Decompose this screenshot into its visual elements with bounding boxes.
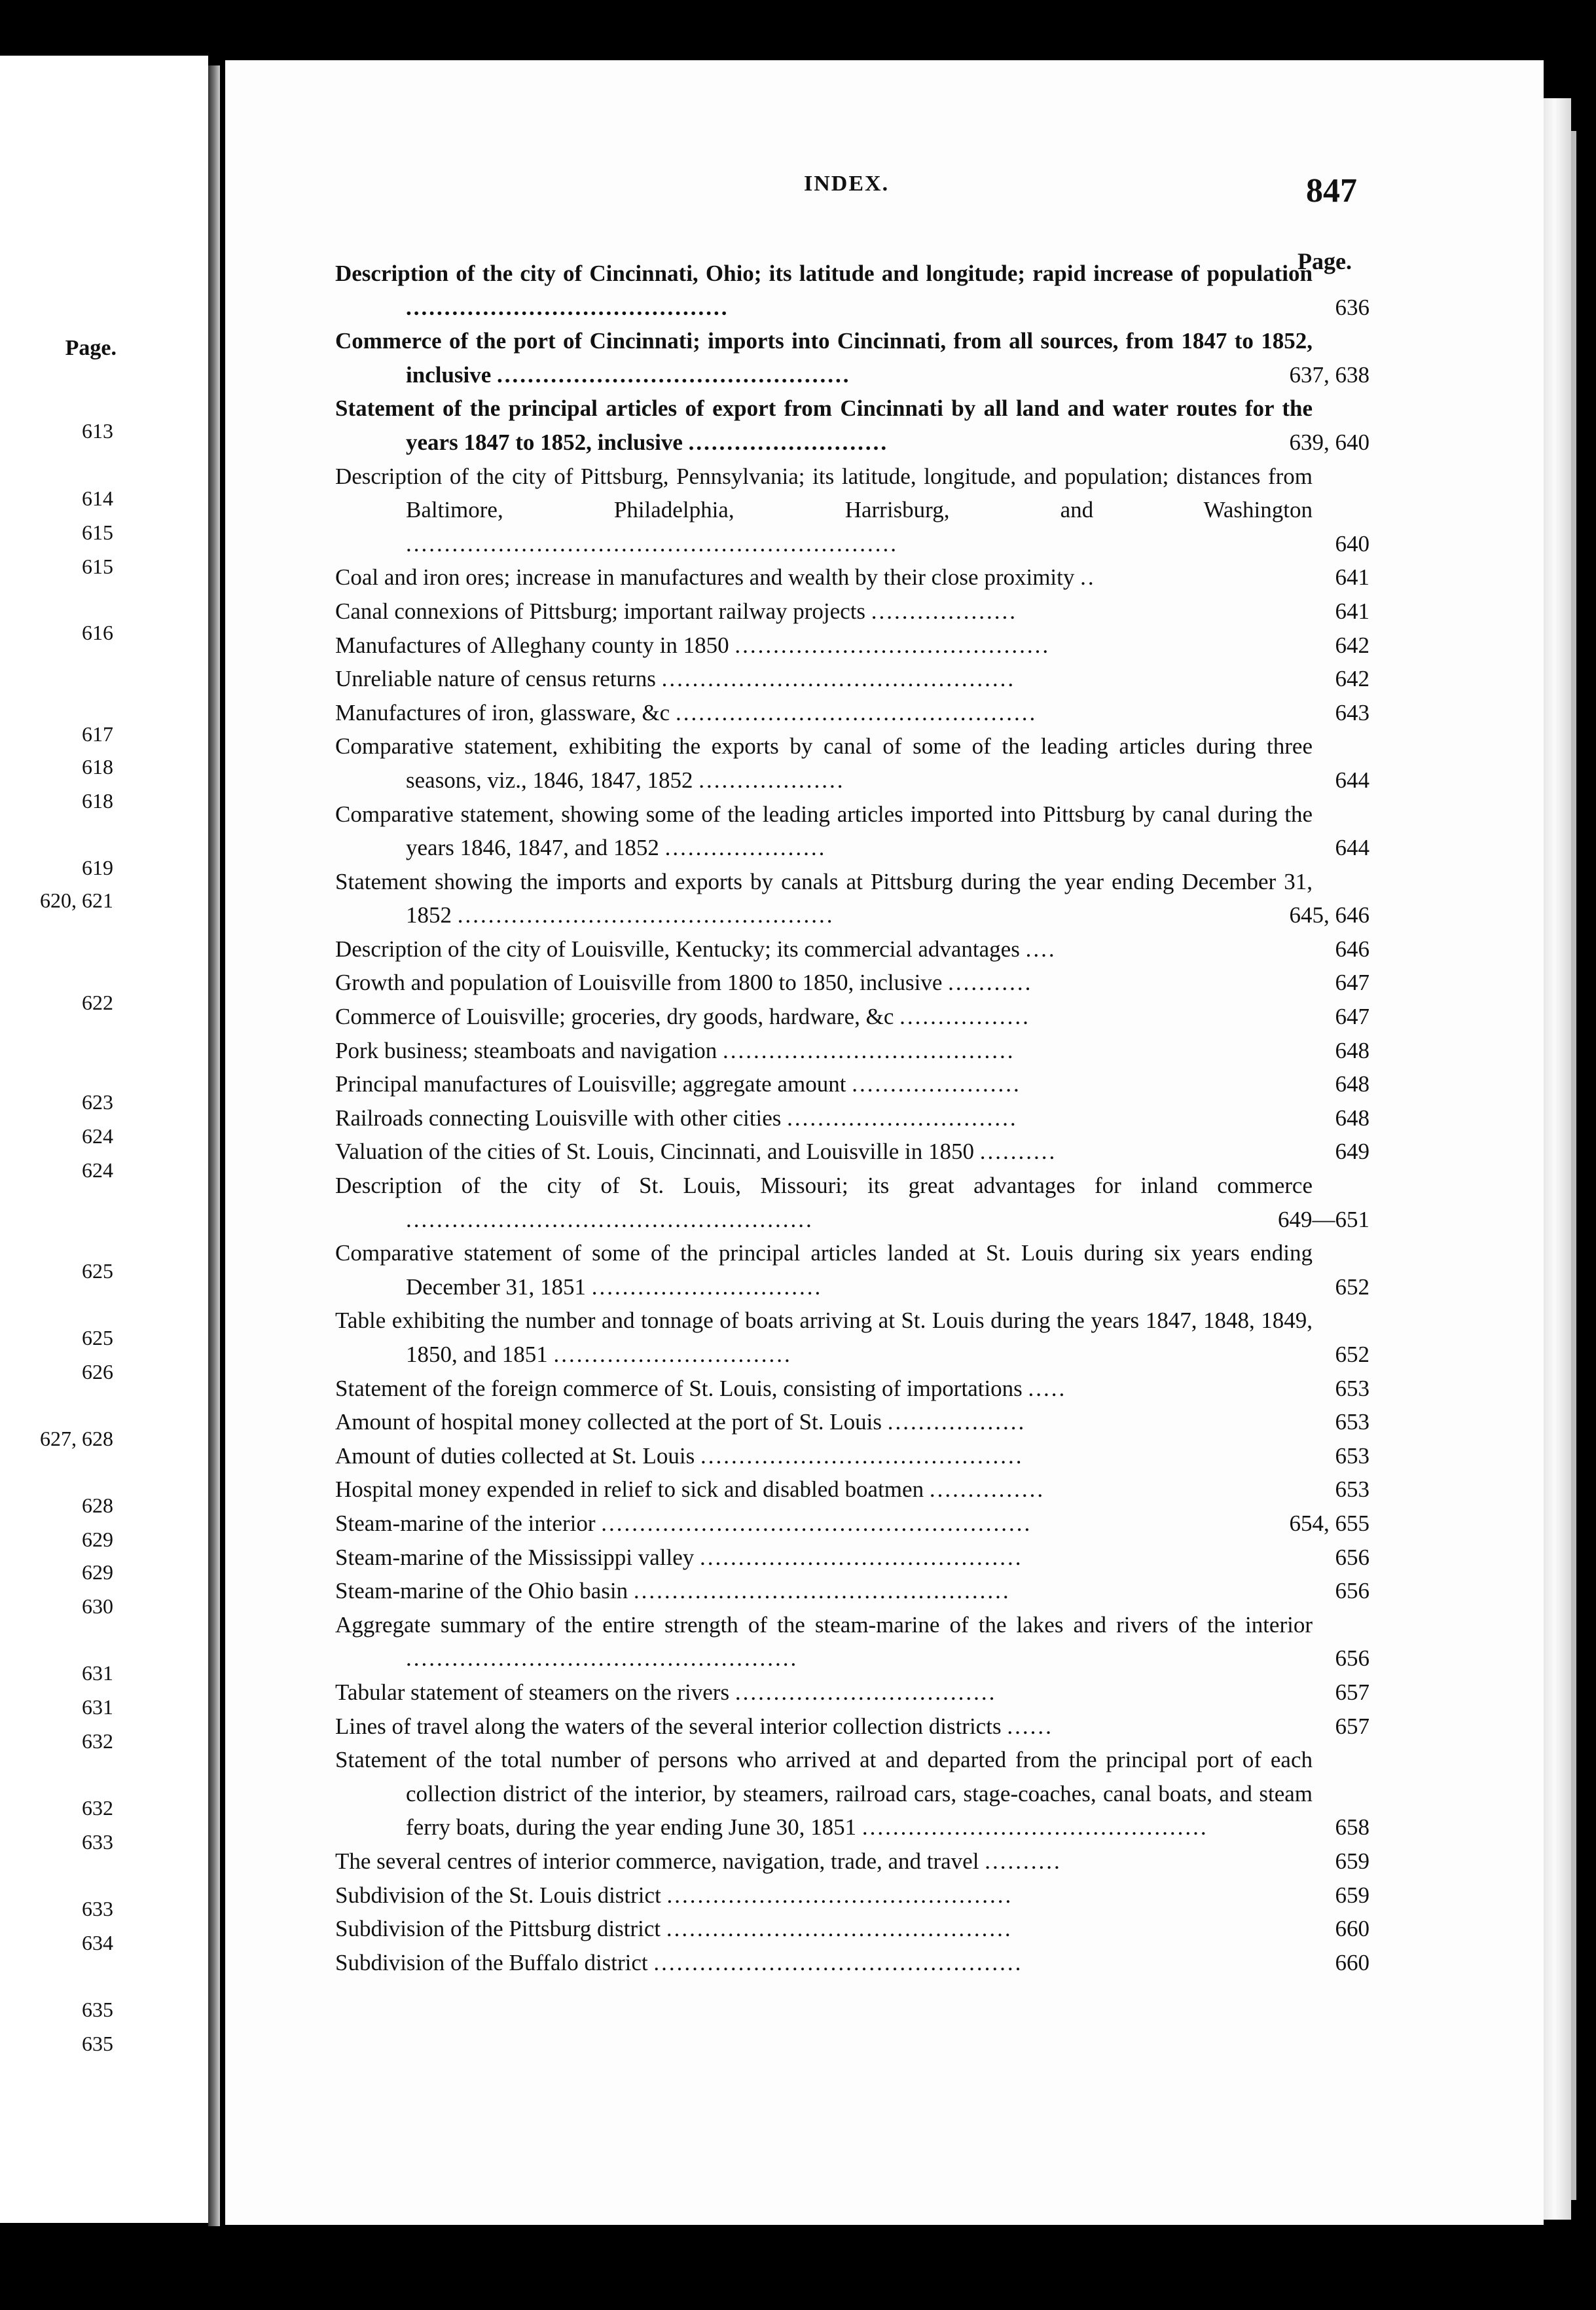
index-entry <box>335 1067 1369 1101</box>
leader-dots: ..................... <box>664 835 827 861</box>
index-entry-page: 639, 640 <box>1289 429 1369 455</box>
left-page-number: 620, 621 <box>40 889 113 912</box>
index-entry-text: Railroads connecting Louisville with other cities <box>335 1105 782 1131</box>
left-page-number: 635 <box>82 2032 113 2055</box>
page-edges <box>1544 98 1571 2220</box>
index-entry-text: Comparative statement, exhibiting the exports by canal of some of the leading articles during three seasons, viz., 1846, 1847, 1852 <box>335 733 1313 793</box>
leader-dots: ................................................ <box>653 1949 1023 1975</box>
leader-dots: .................. <box>887 1409 1026 1435</box>
left-page-number: 614 <box>82 486 113 510</box>
left-page-number: 617 <box>82 722 113 746</box>
index-entry <box>335 1101 1369 1135</box>
index-entry-page: 645, 646 <box>1289 902 1369 928</box>
leader-dots: .................................. <box>735 1679 997 1705</box>
index-entry-body <box>335 324 1313 392</box>
index-entry-body <box>335 1135 1313 1169</box>
leader-dots: .......................................... <box>700 1442 1024 1469</box>
left-page-number: 618 <box>82 789 113 813</box>
index-entry-body <box>335 1912 1313 1946</box>
index-entry <box>335 1507 1369 1541</box>
index-entry <box>335 392 1369 459</box>
index-entry-page: 642 <box>1335 666 1369 692</box>
left-page-number: 622 <box>82 991 113 1014</box>
index-entry-page: 656 <box>1335 1578 1369 1604</box>
index-entry-page: 652 <box>1335 1342 1369 1367</box>
index-entry-body <box>335 1101 1313 1135</box>
leader-dots: .............................................. <box>661 666 1016 692</box>
index-entry-body <box>335 798 1313 865</box>
index-entries <box>335 257 1369 1979</box>
left-page-number: 629 <box>82 1528 113 1551</box>
index-entry-page: 653 <box>1335 1409 1369 1435</box>
index-entry-page: 660 <box>1335 1949 1369 1975</box>
leader-dots: .......................................... <box>406 294 729 320</box>
index-entry-page: 644 <box>1335 767 1369 793</box>
leader-dots: .............................. <box>591 1274 823 1300</box>
index-entry-text: Valuation of the cities of St. Louis, Cincinnati, and Louisville in 1850 <box>335 1139 974 1165</box>
left-page-number: 613 <box>82 419 113 443</box>
leader-dots: ................................................. <box>457 902 835 928</box>
index-entry <box>335 1844 1369 1879</box>
leader-dots: ......................................... <box>735 632 1051 658</box>
index-entry-text: Table exhibiting the number and tonnage of boats arriving at St. Louis during the years 1847, 1848, 1849, 1850, and 1851 <box>335 1308 1313 1367</box>
index-entry <box>335 865 1369 932</box>
index-entry-body <box>335 1169 1313 1236</box>
index-entry-text: Amount of hospital money collected at the port of St. Louis <box>335 1409 882 1435</box>
index-entry <box>335 1169 1369 1236</box>
index-entry-text: Subdivision of the Buffalo district <box>335 1949 648 1975</box>
index-entry-body <box>335 460 1313 561</box>
left-page-column <box>0 56 208 2223</box>
left-page-number: 624 <box>82 1124 113 1148</box>
index-entry-page: 656 <box>1335 1544 1369 1570</box>
index-entry-text: Statement of the foreign commerce of St. Louis, consisting of importations <box>335 1375 1023 1401</box>
index-entry-text: Pork business; steamboats and navigation <box>335 1037 717 1063</box>
book-gutter <box>208 65 220 2226</box>
index-entry <box>335 1608 1369 1676</box>
index-entry <box>335 595 1369 629</box>
left-page-label: Page. <box>65 336 117 360</box>
index-entry-page: 637, 638 <box>1289 361 1369 388</box>
leader-dots: ........................................................ <box>601 1510 1032 1536</box>
index-entry-body <box>335 1405 1313 1439</box>
index-entry-text: Statement showing the imports and exports by canals at Pittsburg during the year ending December 31, 1852 <box>335 868 1313 928</box>
index-entry-page: 648 <box>1335 1037 1369 1063</box>
index-entry <box>335 1034 1369 1068</box>
index-entry <box>335 1912 1369 1946</box>
index-entry-body <box>335 1743 1313 1844</box>
index-entry-page: 649 <box>1335 1139 1369 1165</box>
index-entry-text: Commerce of the port of Cincinnati; imports into Cincinnati, from all sources, from 1847 to 1852, inclusive <box>335 328 1313 388</box>
index-entry-body <box>335 729 1313 797</box>
index-entry-page: 641 <box>1335 598 1369 624</box>
left-page-number: 625 <box>82 1326 113 1349</box>
index-entry-page: 640 <box>1335 530 1369 557</box>
index-entry <box>335 1135 1369 1169</box>
index-entry-text: Steam-marine of the interior <box>335 1510 596 1536</box>
leader-dots: ..... <box>1028 1375 1067 1401</box>
index-entry-text: Aggregate summary of the entire strength of the steam-marine of the lakes and rivers of the interior <box>335 1611 1313 1638</box>
index-entry-body <box>335 1439 1313 1473</box>
index-entry-text: Comparative statement of some of the principal articles landed at St. Louis during six years ending December 31, 1851 <box>335 1240 1313 1300</box>
leader-dots: ............................................... <box>675 699 1038 725</box>
index-entry-body <box>335 662 1313 696</box>
index-entry-page: 658 <box>1335 1814 1369 1841</box>
index-entry-body <box>335 1676 1313 1710</box>
index-entry-text: Unreliable nature of census returns <box>335 666 656 692</box>
index-entry <box>335 1473 1369 1507</box>
left-page-number: 631 <box>82 1695 113 1719</box>
left-page-number: 633 <box>82 1897 113 1920</box>
index-entry-page: 659 <box>1335 1882 1369 1908</box>
left-page-number: 633 <box>82 1830 113 1854</box>
index-entry <box>335 1743 1369 1844</box>
leader-dots: ...................................... <box>723 1037 1015 1063</box>
index-entry-page: 653 <box>1335 1476 1369 1503</box>
left-page-number: 618 <box>82 755 113 779</box>
left-page-number: 630 <box>82 1594 113 1618</box>
left-page-number: 619 <box>82 856 113 879</box>
index-entry-body <box>335 392 1313 459</box>
left-page-number: 628 <box>82 1494 113 1517</box>
index-entry-body <box>335 257 1313 324</box>
leader-dots: ................................................................ <box>406 530 898 557</box>
index-entry-text: The several centres of interior commerce, navigation, trade, and travel <box>335 1848 979 1874</box>
index-entry-body <box>335 865 1313 932</box>
index-entry <box>335 1574 1369 1608</box>
index-entry-body <box>335 1067 1313 1101</box>
index-entry-text: Manufactures of Alleghany county in 1850 <box>335 632 729 658</box>
index-entry-text: Description of the city of Pittsburg, Pennsylvania; its latitude, longitude, and population; distances from Baltimore, Philadelphia, Harrisburg, and Washington <box>335 463 1313 523</box>
index-entry-body <box>335 696 1313 730</box>
index-entry-body <box>335 629 1313 663</box>
index-entry-text: Amount of duties collected at St. Louis <box>335 1442 695 1469</box>
left-page-number: 625 <box>82 1259 113 1283</box>
index-entry-text: Comparative statement, showing some of the leading articles imported into Pittsburg by canal during the years 1846, 1847, and 1852 <box>335 801 1313 861</box>
index-entry-body <box>335 1574 1313 1608</box>
index-entry-page: 657 <box>1335 1679 1369 1705</box>
leader-dots: .......................................... <box>700 1544 1023 1570</box>
index-entry-page: 659 <box>1335 1848 1369 1874</box>
index-entry <box>335 1236 1369 1304</box>
index-entry <box>335 1676 1369 1710</box>
index-entry-body <box>335 1034 1313 1068</box>
index-entry-text: Commerce of Louisville; groceries, dry goods, hardware, &c <box>335 1004 894 1030</box>
index-entry-page: 642 <box>1335 632 1369 658</box>
index-entry-page: 660 <box>1335 1916 1369 1942</box>
leader-dots: ................... <box>698 767 845 793</box>
index-entry-page: 641 <box>1335 564 1369 591</box>
index-entry <box>335 1372 1369 1406</box>
index-entry-body <box>335 1710 1313 1744</box>
index-entry-text: Subdivision of the St. Louis district <box>335 1882 661 1908</box>
index-entry-page: 653 <box>1335 1375 1369 1401</box>
index-entry-text: Principal manufactures of Louisville; aggregate amount <box>335 1071 846 1097</box>
index-entry-body <box>335 1000 1313 1034</box>
index-entry-body <box>335 1473 1313 1507</box>
index-entry-body <box>335 1541 1313 1575</box>
left-page-number: 632 <box>82 1729 113 1753</box>
leader-dots: ...... <box>1007 1713 1053 1739</box>
index-entry-body <box>335 1236 1313 1304</box>
index-entry <box>335 1304 1369 1371</box>
leader-dots: ............... <box>929 1476 1045 1503</box>
index-entry-body <box>335 966 1313 1000</box>
index-entry-page: 646 <box>1335 936 1369 962</box>
leader-dots: .............................................. <box>497 361 851 388</box>
page-number: 847 <box>1306 172 1357 210</box>
index-entry-text: Description of the city of St. Louis, Missouri; its great advantages for inland commerce <box>335 1173 1313 1199</box>
index-entry-text: Manufactures of iron, glassware, &c <box>335 699 670 725</box>
leader-dots: .......................... <box>688 429 889 455</box>
left-page-number: 631 <box>82 1661 113 1685</box>
leader-dots: ............................................. <box>666 1916 1013 1942</box>
index-entry <box>335 460 1369 561</box>
leader-dots: ............................................. <box>666 1882 1013 1908</box>
left-page-number: 623 <box>82 1090 113 1114</box>
left-page-number: 634 <box>82 1931 113 1954</box>
index-entry <box>335 1439 1369 1473</box>
left-page-number: 615 <box>82 521 113 544</box>
index-entry-text: Steam-marine of the Ohio basin <box>335 1578 628 1604</box>
index-entry-body <box>335 1372 1313 1406</box>
index-entry <box>335 729 1369 797</box>
left-page-number: 627, 628 <box>40 1427 113 1450</box>
leader-dots: .......... <box>979 1139 1057 1165</box>
index-entry <box>335 324 1369 392</box>
index-entry-body <box>335 595 1313 629</box>
index-entry-page: 657 <box>1335 1713 1369 1739</box>
index-entry-page: 652 <box>1335 1274 1369 1300</box>
index-entry-text: Statement of the principal articles of export from Cincinnati by all land and water routes for the years 1847 to 1852, inclusive <box>335 395 1313 455</box>
page-column-label: Page. <box>1297 248 1352 274</box>
index-entry <box>335 1405 1369 1439</box>
leader-dots: ............................................. <box>861 1814 1208 1841</box>
index-entry <box>335 1541 1369 1575</box>
index-entry-text: Coal and iron ores; increase in manufactures and wealth by their close proximity <box>335 564 1075 591</box>
index-entry-text: Hospital money expended in relief to sick and disabled boatmen <box>335 1476 924 1503</box>
leader-dots: ..................................................... <box>406 1206 814 1232</box>
index-entry <box>335 560 1369 595</box>
index-entry-body <box>335 560 1313 595</box>
index-entry-page: 648 <box>1335 1071 1369 1097</box>
leader-dots: ................................................... <box>406 1645 799 1672</box>
index-entry <box>335 629 1369 663</box>
index-entry <box>335 662 1369 696</box>
index-entry <box>335 966 1369 1000</box>
index-entry-body <box>335 1507 1313 1541</box>
index-entry-page: 649—651 <box>1278 1206 1369 1232</box>
index-entry-page: 647 <box>1335 1004 1369 1030</box>
index-entry-page: 643 <box>1335 699 1369 725</box>
left-page-number: 629 <box>82 1560 113 1584</box>
index-entry-body <box>335 1879 1313 1913</box>
index-entry-page: 654, 655 <box>1289 1510 1369 1536</box>
index-entry <box>335 696 1369 730</box>
leader-dots: ........... <box>948 970 1033 996</box>
left-page-number: 626 <box>82 1360 113 1384</box>
index-entry-page: 653 <box>1335 1442 1369 1469</box>
leader-dots: .......... <box>985 1848 1062 1874</box>
leader-dots: ................... <box>871 598 1018 624</box>
index-entry <box>335 1710 1369 1744</box>
index-entry-text: Growth and population of Louisville from 1800 to 1850, inclusive <box>335 970 943 996</box>
index-entry-text: Lines of travel along the waters of the several interior collection districts <box>335 1713 1002 1739</box>
left-page <box>0 56 208 2223</box>
leader-dots: ...................... <box>852 1071 1021 1097</box>
index-entry-text: Steam-marine of the Mississippi valley <box>335 1544 695 1570</box>
index-entry <box>335 798 1369 865</box>
running-head-title: INDEX. <box>804 172 890 196</box>
index-entry <box>335 1879 1369 1913</box>
index-entry <box>335 1000 1369 1034</box>
leader-dots: .... <box>1025 936 1057 962</box>
index-entry-body <box>335 1304 1313 1371</box>
index-entry-text: Description of the city of Louisville, Kentucky; its commercial advantages <box>335 936 1020 962</box>
index-entry-page: 648 <box>1335 1105 1369 1131</box>
index-entry <box>335 932 1369 966</box>
leader-dots: .. <box>1080 564 1096 591</box>
index-entry <box>335 257 1369 324</box>
index-entry-body <box>335 932 1313 966</box>
left-page-number: 635 <box>82 1998 113 2021</box>
index-entry-body <box>335 1844 1313 1879</box>
leader-dots: ............................... <box>553 1342 792 1367</box>
index-entry-text: Subdivision of the Pittsburg district <box>335 1916 661 1942</box>
index-entry-text: Statement of the total number of persons who arrived at and departed from the principal port of each collection district of the interior, by steamers, railroad cars, stage-coaches, canal boats, and steam ferry boats, during the year ending June 30, 1851 <box>335 1747 1313 1841</box>
index-entry-page: 647 <box>1335 970 1369 996</box>
left-page-number: 616 <box>82 621 113 644</box>
page-edge-shadow <box>1571 131 1576 2200</box>
index-entry <box>335 1946 1369 1980</box>
index-entry-body <box>335 1946 1313 1980</box>
index-entry-text: Canal connexions of Pittsburg; important railway projects <box>335 598 866 624</box>
index-entry-page: 644 <box>1335 835 1369 861</box>
index-entry-text: Tabular statement of steamers on the rivers <box>335 1679 730 1705</box>
leader-dots: ................................................. <box>633 1578 1011 1604</box>
left-page-number: 632 <box>82 1796 113 1820</box>
index-entry-body <box>335 1608 1313 1676</box>
leader-dots: .............................. <box>787 1105 1018 1131</box>
left-page-number: 624 <box>82 1158 113 1182</box>
left-page-number: 615 <box>82 555 113 578</box>
leader-dots: ................. <box>899 1004 1030 1030</box>
index-entry-page: 656 <box>1335 1645 1369 1672</box>
index-entry-page: 636 <box>1335 294 1369 320</box>
index-entry-text: Description of the city of Cincinnati, Ohio; its latitude and longitude; rapid increase of population <box>335 261 1313 286</box>
